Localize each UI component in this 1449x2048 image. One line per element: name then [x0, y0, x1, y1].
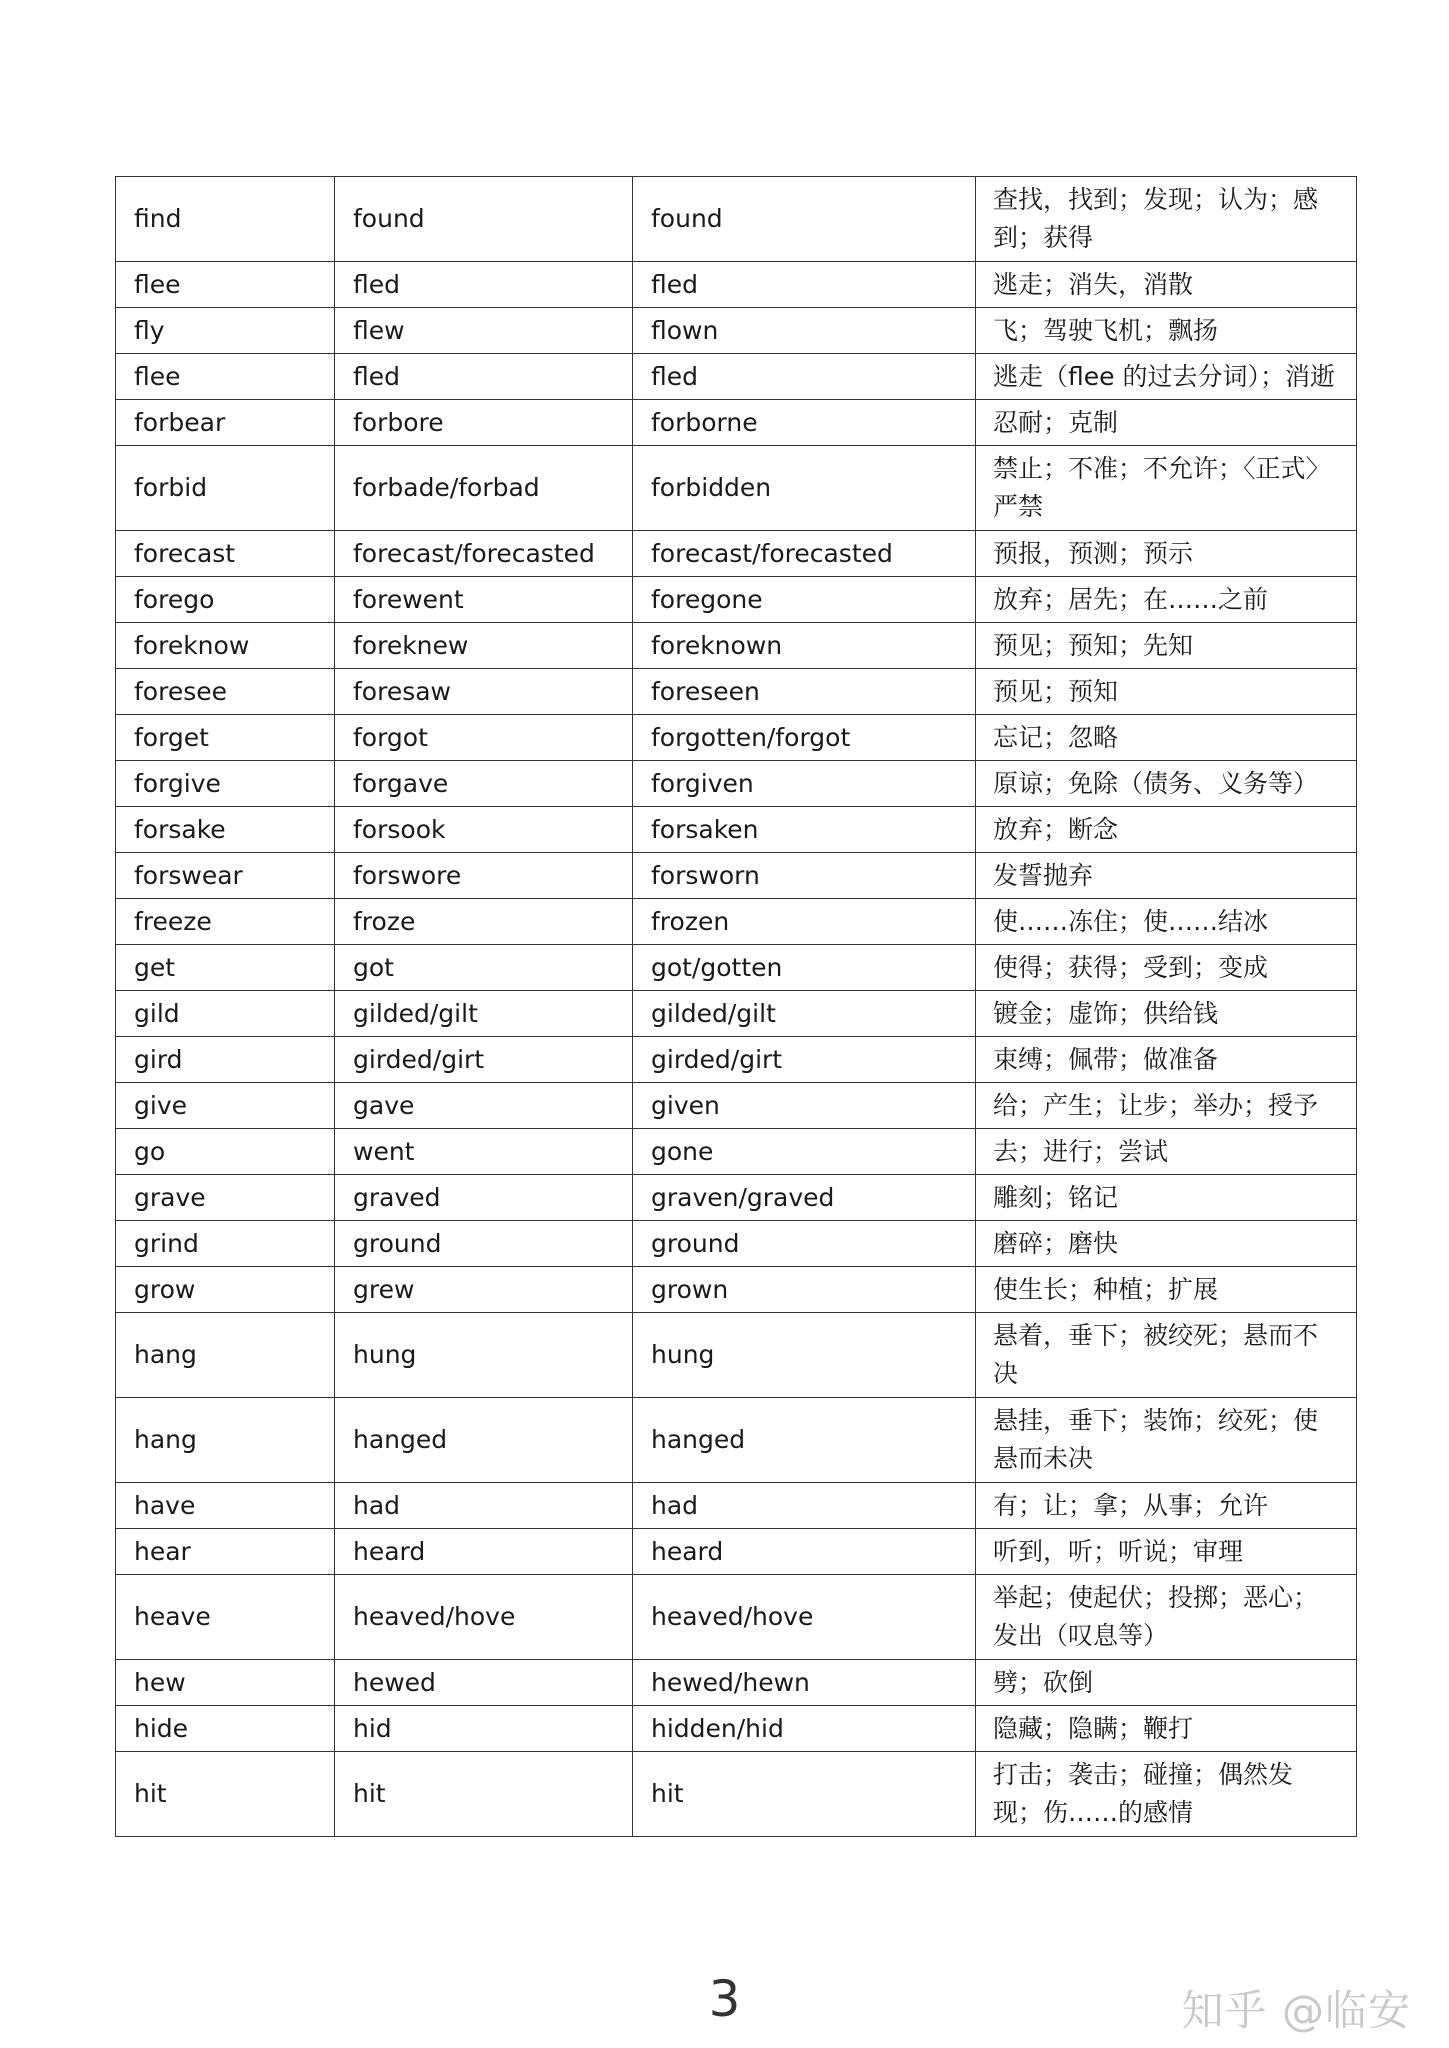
past-participle-cell: grown [633, 1267, 976, 1313]
past-participle-cell: gilded/gilt [633, 991, 976, 1037]
past-participle-cell: forecast/forecasted [633, 531, 976, 577]
meaning-cell: 放弃；断念 [976, 807, 1357, 853]
meaning-cell: 原谅；免除（债务、义务等） [976, 761, 1357, 807]
table-row [116, 1037, 1357, 1083]
table-row [116, 1175, 1357, 1221]
past-participle-cell: given [633, 1083, 976, 1129]
base-form-cell: heave [116, 1575, 335, 1660]
base-form-cell: foresee [116, 669, 335, 715]
table-row [116, 715, 1357, 761]
table-row [116, 1398, 1357, 1483]
past-tense-cell: foresaw [335, 669, 633, 715]
past-participle-cell: heaved/hove [633, 1575, 976, 1660]
past-participle-cell: hidden/hid [633, 1706, 976, 1752]
past-participle-cell: hanged [633, 1398, 976, 1483]
meaning-cell: 发誓抛弃 [976, 853, 1357, 899]
past-participle-cell: heard [633, 1529, 976, 1575]
base-form-cell: gird [116, 1037, 335, 1083]
meaning-cell: 隐藏；隐瞒；鞭打 [976, 1706, 1357, 1752]
table-row [116, 991, 1357, 1037]
past-tense-cell: forgot [335, 715, 633, 761]
meaning-cell: 逃走；消失，消散 [976, 262, 1357, 308]
base-form-cell: hang [116, 1398, 335, 1483]
base-form-cell: forget [116, 715, 335, 761]
meaning-cell: 束缚；佩带；做准备 [976, 1037, 1357, 1083]
meaning-cell: 预见；预知 [976, 669, 1357, 715]
past-participle-cell: got/gotten [633, 945, 976, 991]
verb-table-body [116, 177, 1357, 1837]
meaning-cell: 查找，找到；发现；认为；感到；获得 [976, 177, 1357, 262]
past-tense-cell: heaved/hove [335, 1575, 633, 1660]
meaning-cell: 使……冻住；使……结冰 [976, 899, 1357, 945]
past-tense-cell: had [335, 1483, 633, 1529]
base-form-cell: hear [116, 1529, 335, 1575]
past-participle-cell: forbidden [633, 446, 976, 531]
meaning-cell: 打击；袭击；碰撞；偶然发现；伤……的感情 [976, 1752, 1357, 1837]
table-row [116, 1575, 1357, 1660]
page-number: 3 [708, 1970, 741, 2028]
past-tense-cell: grew [335, 1267, 633, 1313]
base-form-cell: hit [116, 1752, 335, 1837]
base-form-cell: forswear [116, 853, 335, 899]
base-form-cell: forsake [116, 807, 335, 853]
irregular-verb-table [115, 176, 1357, 1837]
table-row [116, 177, 1357, 262]
meaning-cell: 悬挂，垂下；装饰；绞死；使悬而未决 [976, 1398, 1357, 1483]
table-row [116, 577, 1357, 623]
base-form-cell: give [116, 1083, 335, 1129]
past-tense-cell: forbore [335, 400, 633, 446]
past-tense-cell: hit [335, 1752, 633, 1837]
meaning-cell: 忘记；忽略 [976, 715, 1357, 761]
past-tense-cell: forgave [335, 761, 633, 807]
meaning-cell: 使得；获得；受到；变成 [976, 945, 1357, 991]
meaning-cell: 飞；驾驶飞机；飘扬 [976, 308, 1357, 354]
past-participle-cell: hung [633, 1313, 976, 1398]
meaning-cell: 预报，预测；预示 [976, 531, 1357, 577]
past-tense-cell: gave [335, 1083, 633, 1129]
table-row [116, 853, 1357, 899]
table-row [116, 1083, 1357, 1129]
past-participle-cell: foregone [633, 577, 976, 623]
past-tense-cell: went [335, 1129, 633, 1175]
base-form-cell: freeze [116, 899, 335, 945]
meaning-cell: 劈；砍倒 [976, 1660, 1357, 1706]
past-participle-cell: forgotten/forgot [633, 715, 976, 761]
table-row [116, 669, 1357, 715]
past-participle-cell: girded/girt [633, 1037, 976, 1083]
base-form-cell: flee [116, 354, 335, 400]
base-form-cell: forgive [116, 761, 335, 807]
past-participle-cell: forgiven [633, 761, 976, 807]
zhihu-watermark: 知乎 @临安 [1181, 1986, 1411, 2035]
base-form-cell: hew [116, 1660, 335, 1706]
past-tense-cell: hanged [335, 1398, 633, 1483]
past-participle-cell: frozen [633, 899, 976, 945]
past-tense-cell: gilded/gilt [335, 991, 633, 1037]
meaning-cell: 磨碎；磨快 [976, 1221, 1357, 1267]
past-tense-cell: forbade/forbad [335, 446, 633, 531]
base-form-cell: forecast [116, 531, 335, 577]
base-form-cell: grind [116, 1221, 335, 1267]
past-tense-cell: ground [335, 1221, 633, 1267]
past-tense-cell: girded/girt [335, 1037, 633, 1083]
base-form-cell: hide [116, 1706, 335, 1752]
table-row [116, 400, 1357, 446]
past-participle-cell: ground [633, 1221, 976, 1267]
table-row [116, 761, 1357, 807]
table-row [116, 1221, 1357, 1267]
base-form-cell: find [116, 177, 335, 262]
meaning-cell: 举起；使起伏；投掷；恶心；发出（叹息等） [976, 1575, 1357, 1660]
base-form-cell: grave [116, 1175, 335, 1221]
table-row [116, 1267, 1357, 1313]
base-form-cell: forbid [116, 446, 335, 531]
table-row [116, 945, 1357, 991]
base-form-cell: fly [116, 308, 335, 354]
base-form-cell: have [116, 1483, 335, 1529]
base-form-cell: get [116, 945, 335, 991]
table-row [116, 623, 1357, 669]
meaning-cell: 有；让；拿；从事；允许 [976, 1483, 1357, 1529]
table-row [116, 262, 1357, 308]
past-participle-cell: flown [633, 308, 976, 354]
meaning-cell: 镀金；虚饰；供给钱 [976, 991, 1357, 1037]
past-participle-cell: foreseen [633, 669, 976, 715]
past-participle-cell: hewed/hewn [633, 1660, 976, 1706]
meaning-cell: 预见；预知；先知 [976, 623, 1357, 669]
past-participle-cell: fled [633, 262, 976, 308]
past-tense-cell: froze [335, 899, 633, 945]
past-participle-cell: fled [633, 354, 976, 400]
past-tense-cell: flew [335, 308, 633, 354]
table-row [116, 899, 1357, 945]
past-participle-cell: graven/graved [633, 1175, 976, 1221]
table-row [116, 1483, 1357, 1529]
past-tense-cell: hung [335, 1313, 633, 1398]
table-row [116, 531, 1357, 577]
past-tense-cell: foreknew [335, 623, 633, 669]
past-participle-cell: found [633, 177, 976, 262]
past-tense-cell: found [335, 177, 633, 262]
table-row [116, 1706, 1357, 1752]
past-tense-cell: hewed [335, 1660, 633, 1706]
meaning-cell: 使生长；种植；扩展 [976, 1267, 1357, 1313]
past-participle-cell: foreknown [633, 623, 976, 669]
past-tense-cell: forewent [335, 577, 633, 623]
table-row [116, 354, 1357, 400]
base-form-cell: flee [116, 262, 335, 308]
base-form-cell: go [116, 1129, 335, 1175]
past-participle-cell: forsworn [633, 853, 976, 899]
past-participle-cell: forsaken [633, 807, 976, 853]
meaning-cell: 去；进行；尝试 [976, 1129, 1357, 1175]
meaning-cell: 禁止；不准；不允许；〈正式〉严禁 [976, 446, 1357, 531]
past-tense-cell: forsook [335, 807, 633, 853]
past-tense-cell: heard [335, 1529, 633, 1575]
meaning-cell: 听到，听；听说；审理 [976, 1529, 1357, 1575]
past-participle-cell: had [633, 1483, 976, 1529]
base-form-cell: grow [116, 1267, 335, 1313]
past-tense-cell: hid [335, 1706, 633, 1752]
base-form-cell: hang [116, 1313, 335, 1398]
table-row [116, 1313, 1357, 1398]
table-row [116, 446, 1357, 531]
meaning-cell: 给；产生；让步；举办；授予 [976, 1083, 1357, 1129]
past-tense-cell: got [335, 945, 633, 991]
table-row [116, 1752, 1357, 1837]
past-tense-cell: fled [335, 262, 633, 308]
meaning-cell: 悬着，垂下；被绞死；悬而不决 [976, 1313, 1357, 1398]
table-row [116, 1129, 1357, 1175]
table-row [116, 1529, 1357, 1575]
base-form-cell: foreknow [116, 623, 335, 669]
base-form-cell: forbear [116, 400, 335, 446]
past-tense-cell: forecast/forecasted [335, 531, 633, 577]
table-row [116, 308, 1357, 354]
past-participle-cell: forborne [633, 400, 976, 446]
base-form-cell: forego [116, 577, 335, 623]
base-form-cell: gild [116, 991, 335, 1037]
past-tense-cell: graved [335, 1175, 633, 1221]
past-participle-cell: gone [633, 1129, 976, 1175]
meaning-cell: 雕刻；铭记 [976, 1175, 1357, 1221]
past-participle-cell: hit [633, 1752, 976, 1837]
meaning-cell: 放弃；居先；在……之前 [976, 577, 1357, 623]
past-tense-cell: fled [335, 354, 633, 400]
table-row [116, 807, 1357, 853]
table-row [116, 1660, 1357, 1706]
meaning-cell: 忍耐；克制 [976, 400, 1357, 446]
past-tense-cell: forswore [335, 853, 633, 899]
meaning-cell: 逃走（flee 的过去分词）；消逝 [976, 354, 1357, 400]
